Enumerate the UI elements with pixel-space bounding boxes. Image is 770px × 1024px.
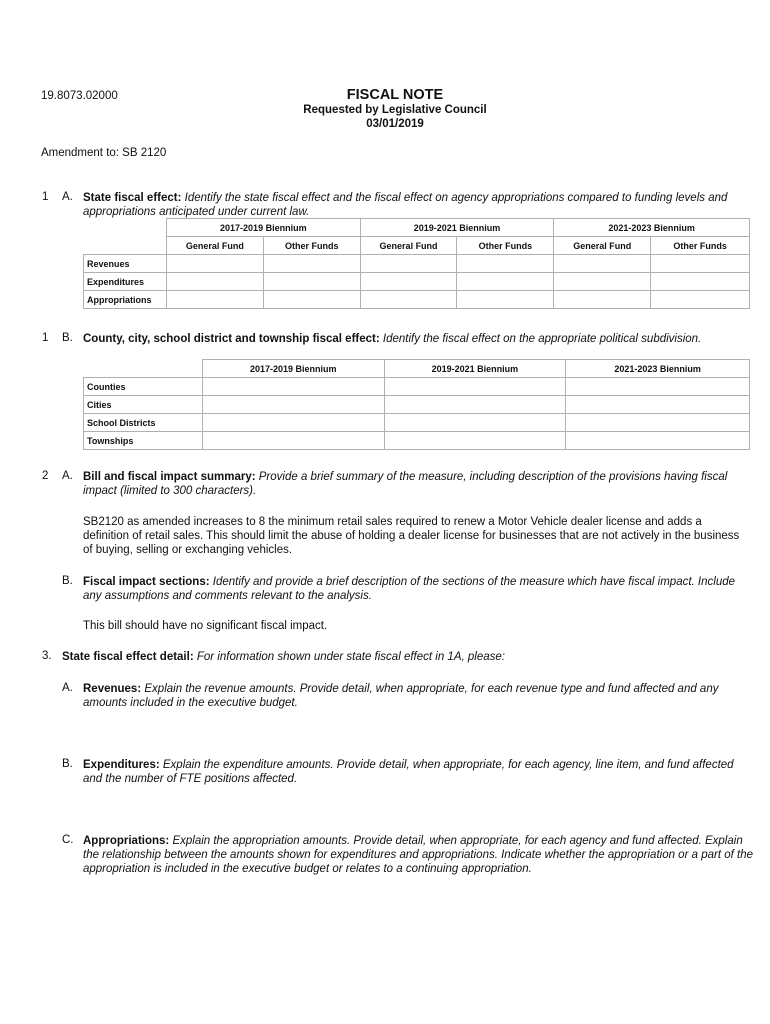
fund-header: Other Funds <box>263 237 360 255</box>
section-1b-instruction: Identify the fiscal effect on the appropriate political subdivision. <box>382 333 702 345</box>
section-2b-letter: B. <box>62 575 73 587</box>
section-3b-instruction: Explain the expenditure amounts. Provide detail, when appropriate, for each agency, line item, and fund affected and the number of FTE positions affected. <box>83 759 734 785</box>
fund-header: Other Funds <box>651 237 750 255</box>
biennium-header: 2021-2023 Biennium <box>566 360 750 378</box>
row-label: Townships <box>84 432 203 450</box>
section-3a-instruction: Explain the revenue amounts. Provide detail, when appropriate, for each revenue type and fund affected and any amounts included in the executive budget. <box>83 683 719 709</box>
biennium-header: 2019-2021 Biennium <box>360 219 554 237</box>
section-2a-instruction: Provide a brief summary of the measure, including description of the provisions having fiscal impact (limited to 300 characters). <box>83 471 728 497</box>
document-number: 19.8073.02000 <box>41 90 118 102</box>
fund-header: General Fund <box>360 237 457 255</box>
page-title: FISCAL NOTE <box>346 87 444 103</box>
table-row <box>84 396 750 414</box>
section-2a-letter: A. <box>62 470 73 482</box>
table-row <box>84 432 750 450</box>
fund-header: General Fund <box>166 237 263 255</box>
amendment-reference: Amendment to: SB 2120 <box>41 147 167 159</box>
section-3b-heading: Expenditures: <box>83 759 160 771</box>
section-1b-number: 1 <box>42 332 49 344</box>
section-3b-letter: B. <box>62 758 73 770</box>
row-label: Expenditures <box>84 273 167 291</box>
row-label: Appropriations <box>84 291 167 309</box>
section-1a-letter: A. <box>62 191 73 203</box>
section-2b-heading: Fiscal impact sections: <box>83 576 210 588</box>
row-label: Cities <box>84 396 203 414</box>
table-row <box>84 273 750 291</box>
table-row <box>84 291 750 309</box>
biennium-header: 2017-2019 Biennium <box>202 360 384 378</box>
biennium-header: 2021-2023 Biennium <box>554 219 750 237</box>
row-label: Revenues <box>84 255 167 273</box>
section-1b-heading: County, city, school district and township fiscal effect: <box>83 333 380 345</box>
section-3-number: 3. <box>42 650 52 662</box>
biennium-header: 2017-2019 Biennium <box>166 219 360 237</box>
section-3a-text <box>83 682 743 710</box>
section-3c-letter: C. <box>62 834 74 846</box>
section-2a-heading: Bill and fiscal impact summary: <box>83 471 256 483</box>
section-3a-heading: Revenues: <box>83 683 142 695</box>
section-3-instruction: For information shown under state fiscal effect in 1A, please: <box>196 651 505 663</box>
section-1a-instruction: Identify the state fiscal effect and the fiscal effect on agency appropriations compared to funding levels and appropriations anticipated under current law. <box>83 192 728 218</box>
section-1b-text <box>83 332 743 346</box>
table-row <box>84 255 750 273</box>
section-3a-letter: A. <box>62 682 73 694</box>
section-2b-instruction: Identify and provide a brief description of the sections of the measure which have fiscal impact. Include any assumptions and comments relevant to the analysis. <box>83 576 736 602</box>
section-3b-text <box>83 758 751 786</box>
section-3c-instruction: Explain the appropriation amounts. Provide detail, when appropriate, for each agency and fund affected. Explain the relationship between the amounts shown for expenditures and appropriations. Indicate whether the appropriation or a part of the appropriation is included in the executive budget or relates to a continuing appropriation. <box>83 835 753 875</box>
section-1a-heading: State fiscal effect: <box>83 192 182 204</box>
fund-header: General Fund <box>554 237 651 255</box>
section-1a-number: 1 <box>42 191 49 203</box>
section-2a-number: 2 <box>42 470 49 482</box>
row-label: School Districts <box>84 414 203 432</box>
section-1a-text <box>83 191 753 219</box>
note-date: 03/01/2019 <box>366 118 424 130</box>
biennium-header: 2019-2021 Biennium <box>384 360 566 378</box>
state-fiscal-effect-table <box>83 218 750 309</box>
fund-header: Other Funds <box>457 237 554 255</box>
section-2b-text <box>83 575 743 603</box>
section-2a-body: SB2120 as amended increases to 8 the minimum retail sales required to renew a Motor Vehicle dealer license and adds a definition of retail sales. This should limit the abuse of holding a dealer license for businesses that are not actively in the business of buying, selling or exchanging vehicles. <box>83 516 740 556</box>
requested-by: Requested by Legislative Council <box>303 104 487 116</box>
section-3c-text <box>83 834 755 876</box>
table-row <box>84 414 750 432</box>
section-3-text <box>62 650 752 664</box>
table-row <box>84 378 750 396</box>
section-3c-heading: Appropriations: <box>83 835 170 847</box>
section-2a-text <box>83 470 743 498</box>
political-subdivision-table <box>83 359 750 450</box>
section-2b-body: This bill should have no significant fiscal impact. <box>83 620 328 632</box>
row-label: Counties <box>84 378 203 396</box>
section-3-heading: State fiscal effect detail: <box>62 651 194 663</box>
section-1b-letter: B. <box>62 332 73 344</box>
